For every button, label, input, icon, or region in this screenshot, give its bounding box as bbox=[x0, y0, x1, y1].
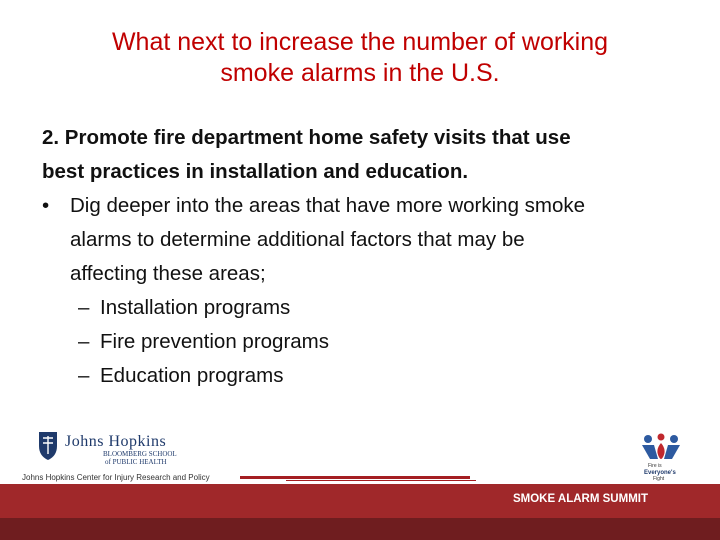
footer-rule-thin bbox=[286, 480, 476, 481]
figure-head-center bbox=[658, 434, 665, 441]
dash-mark: – bbox=[78, 330, 90, 353]
logo-name: Johns Hopkins bbox=[65, 433, 167, 450]
figure-body-right bbox=[664, 445, 680, 459]
flame-icon bbox=[657, 443, 664, 459]
figure-head-right bbox=[670, 435, 678, 443]
logo-school-line-1: BLOOMBERG SCHOOL bbox=[103, 450, 177, 458]
johns-hopkins-logo bbox=[37, 430, 217, 468]
bullet-line-2: alarms to determine additional factors that may be bbox=[70, 228, 525, 251]
sub-item-education bbox=[42, 359, 707, 393]
figure-head-left bbox=[644, 435, 652, 443]
right-logo-line-1: Fire is bbox=[648, 463, 662, 469]
footer-bar-bottom bbox=[0, 518, 720, 540]
figure-body-left bbox=[642, 445, 658, 459]
sub-item-installation bbox=[42, 291, 707, 325]
sub-item-fire-prevention bbox=[42, 325, 707, 359]
slide-title bbox=[40, 27, 680, 89]
dash-mark: – bbox=[78, 364, 90, 387]
footer-caption: Johns Hopkins Center for Injury Research and Policy bbox=[22, 473, 210, 482]
title-line-2: smoke alarms in the U.S. bbox=[220, 59, 500, 87]
summit-label: SMOKE ALARM SUMMIT bbox=[512, 493, 648, 505]
heading-line-2: best practices in installation and education. bbox=[42, 160, 469, 183]
sub-item-label: Education programs bbox=[100, 364, 284, 387]
point-heading bbox=[42, 121, 707, 189]
right-logo-line-2: Everyone's bbox=[644, 470, 676, 476]
dash-mark: – bbox=[78, 296, 90, 319]
footer-rule bbox=[240, 476, 470, 479]
title-line-1: What next to increase the number of working bbox=[111, 28, 609, 56]
sub-item-label: Fire prevention programs bbox=[100, 330, 330, 353]
fire-is-everyones-fight-logo bbox=[636, 433, 686, 483]
right-logo-line-3: Fight bbox=[653, 476, 665, 482]
bullet-mark: • bbox=[42, 194, 50, 217]
bullet-line-1: Dig deeper into the areas that have more working smoke bbox=[70, 194, 586, 217]
logo-school-line-2: of PUBLIC HEALTH bbox=[105, 458, 167, 466]
slide-body bbox=[42, 121, 707, 393]
heading-line-1: 2. Promote fire department home safety visits that use bbox=[42, 126, 571, 149]
bullet-line-3: affecting these areas; bbox=[70, 262, 266, 285]
bullet-item bbox=[42, 189, 707, 291]
sub-item-label: Installation programs bbox=[100, 296, 291, 319]
